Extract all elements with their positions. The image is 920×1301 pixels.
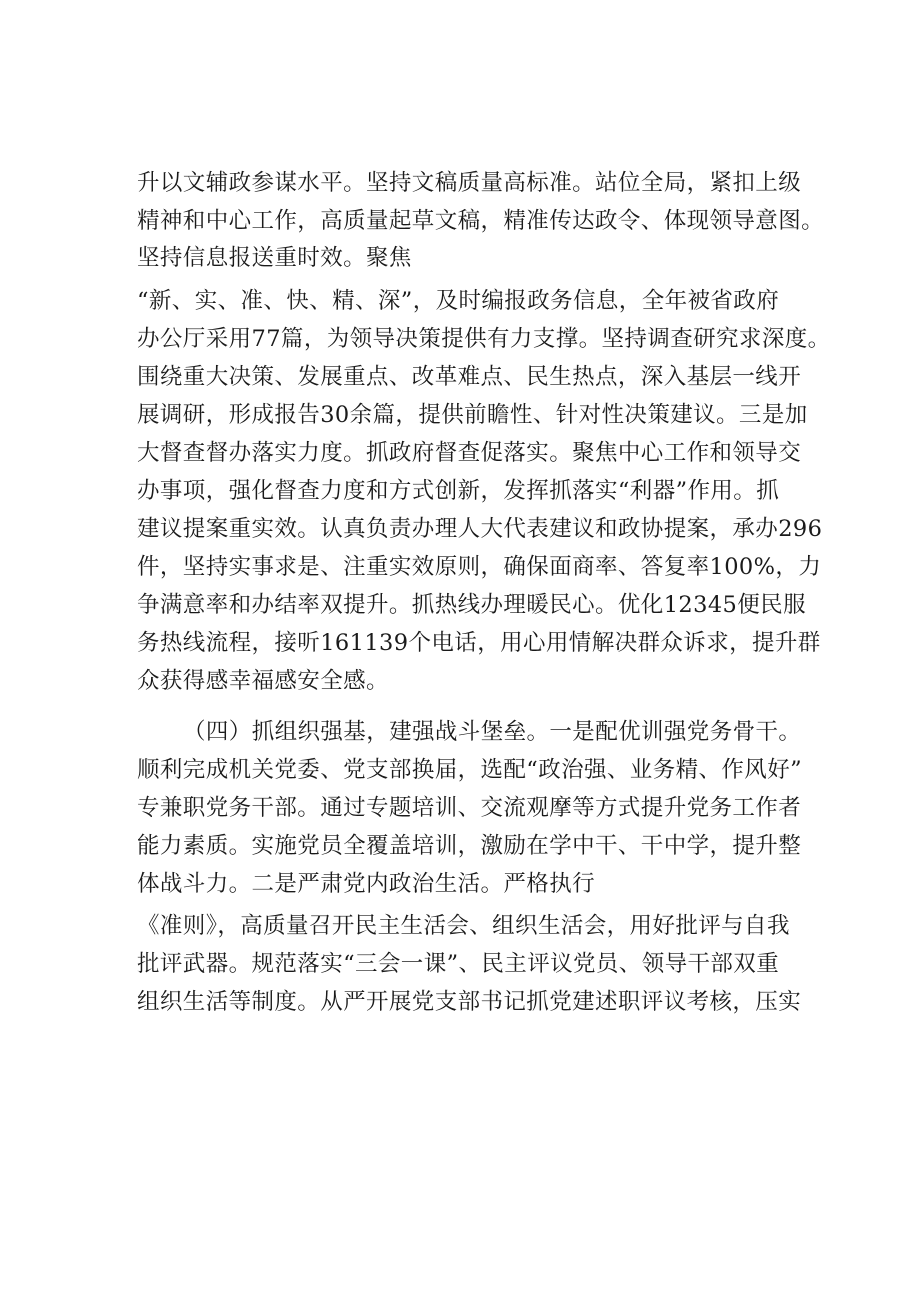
text-line: 顺利完成机关党委、党支部换届，选配“政治强、业务精、作风好”: [137, 757, 803, 783]
text-line: 批评武器。规范落实“三会一课”、民主评议党员、领导干部双重: [137, 951, 780, 977]
text-line: 办事项，强化督查力度和方式创新，发挥抓落实“利器”作用。抓: [137, 478, 780, 504]
text-line: 坚持信息报送重时效。聚焦: [137, 245, 412, 271]
text-line: 升以文辅政参谋水平。坚持文稿质量高标准。站位全局，紧扣上级: [137, 170, 802, 196]
text-line: 能力素质。实施党员全覆盖培训，激励在学中干、干中学，提升整: [137, 833, 802, 859]
text-line: “新、实、准、快、精、深”，及时编报政务信息，全年被省政府: [137, 288, 780, 314]
text-line: 务热线流程，接听161139个电话，用心用情解决群众诉求，提升群: [137, 630, 821, 656]
text-line: 精神和中心工作，高质量起草文稿，精准传达政令、体现领导意图。: [137, 208, 825, 234]
text-line: 大督查督办落实力度。抓政府督查促落实。聚焦中心工作和领导交: [137, 440, 802, 466]
text-line: 众获得感幸福感安全感。: [137, 668, 389, 694]
text-line: 专兼职党务干部。通过专题培训、交流观摩等方式提升党务工作者: [137, 795, 802, 821]
text-line: 组织生活等制度。从严开展党支部书记抓党建述职评议考核，压实: [137, 989, 802, 1015]
text-line: （四）抓组织强基，建强战斗堡垒。一是配优训强党务骨干。: [183, 719, 802, 745]
text-line: 争满意率和办结率双提升。抓热线办理暖民心。优化12345便民服: [137, 592, 806, 618]
text-line: 建议提案重实效。认真负责办理人大代表建议和政协提案，承办296: [137, 516, 823, 542]
text-line: 《准则》，高质量召开民主生活会、组织生活会，用好批评与自我: [137, 913, 790, 939]
text-line: 件，坚持实事求是、注重实效原则，确保面商率、答复率100%，力: [137, 554, 822, 580]
text-line: 围绕重大决策、发展重点、改革难点、民生热点，深入基层一线开: [137, 364, 802, 390]
text-line: 展调研，形成报告30余篇，提供前瞻性、针对性决策建议。三是加: [137, 402, 808, 428]
text-line: 体战斗力。二是严肃党内政治生活。严格执行: [137, 871, 596, 897]
text-line: 办公厅采用77篇，为领导决策提供有力支撑。坚持调查研究求深度。: [137, 326, 831, 352]
